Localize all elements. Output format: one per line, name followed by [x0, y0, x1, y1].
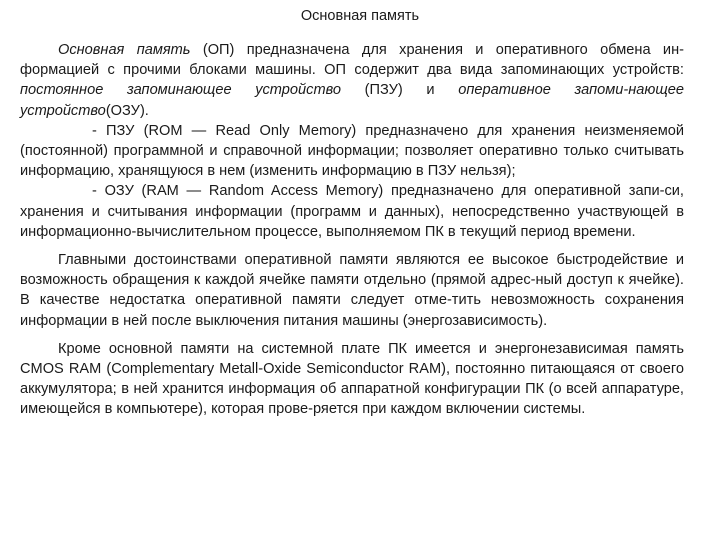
- paragraph-cmos-ram: Кроме основной памяти на системной плате ПК имеется и энергонезависимая память CMOS RAM (Complementary Metall-Oxide Semiconductor RAM), постоянно питающаяся от своего аккумулятора; в ней хранится информация об аппаратной конфигурации ПК (о всей аппаратуре, имеющейся в компьютере), которая прове-ряется при каждом включении системы.: [20, 340, 684, 418]
- paragraph-main-memory-intro: [20, 40, 684, 121]
- term-rom: постоянное запоминающее устройство: [20, 82, 342, 99]
- intro-text-3: (ОЗУ).: [105, 102, 149, 119]
- term-ram: оперативное запоми-нающее устройство: [20, 82, 684, 119]
- paragraph-ram: - ОЗУ (RAM — Random Access Memory) предназначено для оперативной запи-си, хранения и считывания информации (программ и данных), непосредственно участвующей в информационно-вычислительном процессе, выполняемом ПК в текущий период времени.: [20, 183, 684, 240]
- document-body: [20, 40, 684, 420]
- paragraph-ram-advantages: Главными достоинствами оперативной памяти являются ее высокое быстродействие и возможность обращения к каждой ячейке памяти отдельно (прямой адрес-ный доступ к ячейке). В качестве недостатка оперативной памяти следует отме-тить невозможность сохранения информации в ней после выключения питания машины (энергозависимость).: [20, 252, 684, 329]
- intro-text-2: (ПЗУ) и: [341, 82, 459, 99]
- term-main-memory: Основная память: [58, 42, 191, 58]
- paragraph-rom: - ПЗУ (ROM — Read Only Memory) предназначено для хранения неизменяемой (постоянной) программной и справочной информации; позволяет оперативно только считывать информацию, хранящуюся в нем (изменить информацию в ПЗУ нельзя);: [20, 122, 684, 180]
- intro-text-1: (ОП) предназначена для хранения и оперативного обмена ин-формацией с прочими блоками машины. ОП содержит два вида запоминающих устройств:: [20, 42, 684, 79]
- page-title: Основная память: [300, 8, 420, 24]
